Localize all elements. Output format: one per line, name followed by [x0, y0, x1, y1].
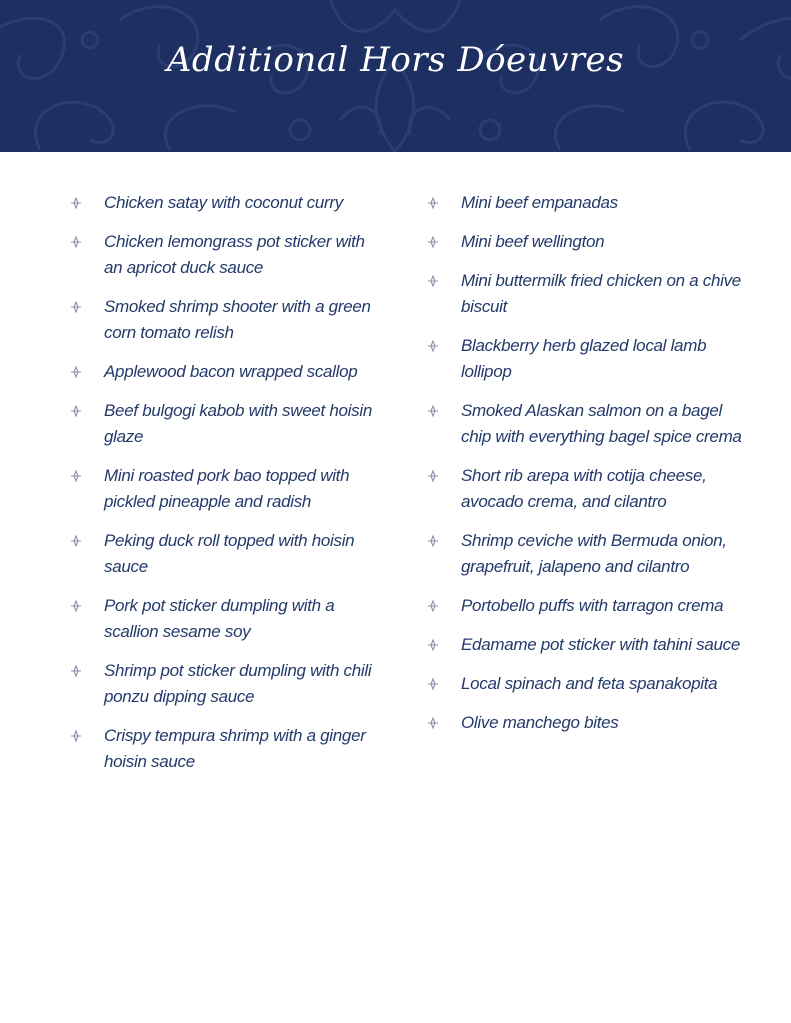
diamond-flourish-icon [427, 340, 439, 352]
page-title: Additional Hors Dóeuvres [166, 40, 625, 80]
diamond-flourish-icon [70, 366, 82, 378]
menu-item-label: Mini buttermilk fried chicken on a chive biscuit [461, 271, 741, 316]
menu-item [66, 190, 386, 216]
diamond-flourish-icon [427, 535, 439, 547]
diamond-flourish-icon [427, 275, 439, 287]
diamond-flourish-icon [427, 717, 439, 729]
menu-item [66, 294, 386, 346]
menu-item [423, 632, 753, 658]
header-banner [0, 0, 791, 152]
diamond-flourish-icon [427, 678, 439, 690]
menu-item-label: Smoked Alaskan salmon on a bagel chip with everything bagel spice crema [461, 401, 742, 446]
diamond-flourish-icon [70, 236, 82, 248]
menu-item [423, 593, 753, 619]
menu-column-left [66, 190, 386, 788]
menu-column-right [423, 190, 753, 749]
menu-item [423, 671, 753, 697]
menu-item-label: Short rib arepa with cotija cheese, avocado crema, and cilantro [461, 466, 707, 511]
menu-item [423, 229, 753, 255]
diamond-flourish-icon [70, 665, 82, 677]
menu-item [66, 528, 386, 580]
menu-item-label: Pork pot sticker dumpling with a scallion sesame soy [104, 596, 335, 641]
diamond-flourish-icon [427, 600, 439, 612]
diamond-flourish-icon [70, 470, 82, 482]
menu-item-label: Mini roasted pork bao topped with pickled pineapple and radish [104, 466, 350, 511]
menu-item [66, 593, 386, 645]
menu-item-label: Beef bulgogi kabob with sweet hoisin glaze [104, 401, 372, 446]
menu-item-label: Local spinach and feta spanakopita [461, 674, 718, 693]
menu-item-label: Blackberry herb glazed local lamb lollipop [461, 336, 707, 381]
menu-item [423, 333, 753, 385]
diamond-flourish-icon [427, 470, 439, 482]
diamond-flourish-icon [427, 405, 439, 417]
diamond-flourish-icon [427, 236, 439, 248]
diamond-flourish-icon [70, 535, 82, 547]
diamond-flourish-icon [70, 600, 82, 612]
menu-item [423, 528, 753, 580]
menu-item-label: Chicken lemongrass pot sticker with an apricot duck sauce [104, 232, 365, 277]
menu-item [66, 658, 386, 710]
menu-item [423, 463, 753, 515]
menu-item-label: Olive manchego bites [461, 713, 619, 732]
menu-item-label: Crispy tempura shrimp with a ginger hoisin sauce [104, 726, 366, 771]
diamond-flourish-icon [427, 639, 439, 651]
menu-item-label: Peking duck roll topped with hoisin sauce [104, 531, 355, 576]
menu-item-label: Mini beef empanadas [461, 193, 618, 212]
menu-item-label: Smoked shrimp shooter with a green corn tomato relish [104, 297, 371, 342]
menu-item [66, 398, 386, 450]
menu-item-label: Shrimp ceviche with Bermuda onion, grapefruit, jalapeno and cilantro [461, 531, 727, 576]
menu-item-label: Mini beef wellington [461, 232, 605, 251]
menu-item-label: Edamame pot sticker with tahini sauce [461, 635, 740, 654]
diamond-flourish-icon [427, 197, 439, 209]
menu-item [66, 463, 386, 515]
menu-item [423, 398, 753, 450]
menu-item [423, 710, 753, 736]
diamond-flourish-icon [70, 301, 82, 313]
diamond-flourish-icon [70, 405, 82, 417]
menu-item-label: Chicken satay with coconut curry [104, 193, 343, 212]
diamond-flourish-icon [70, 197, 82, 209]
diamond-flourish-icon [70, 730, 82, 742]
menu-item [66, 229, 386, 281]
menu-item [66, 723, 386, 775]
menu-item [423, 268, 753, 320]
menu-item-label: Shrimp pot sticker dumpling with chili ponzu dipping sauce [104, 661, 372, 706]
menu-item [66, 359, 386, 385]
menu-item-label: Applewood bacon wrapped scallop [104, 362, 358, 381]
menu-item-label: Portobello puffs with tarragon crema [461, 596, 724, 615]
menu-item [423, 190, 753, 216]
